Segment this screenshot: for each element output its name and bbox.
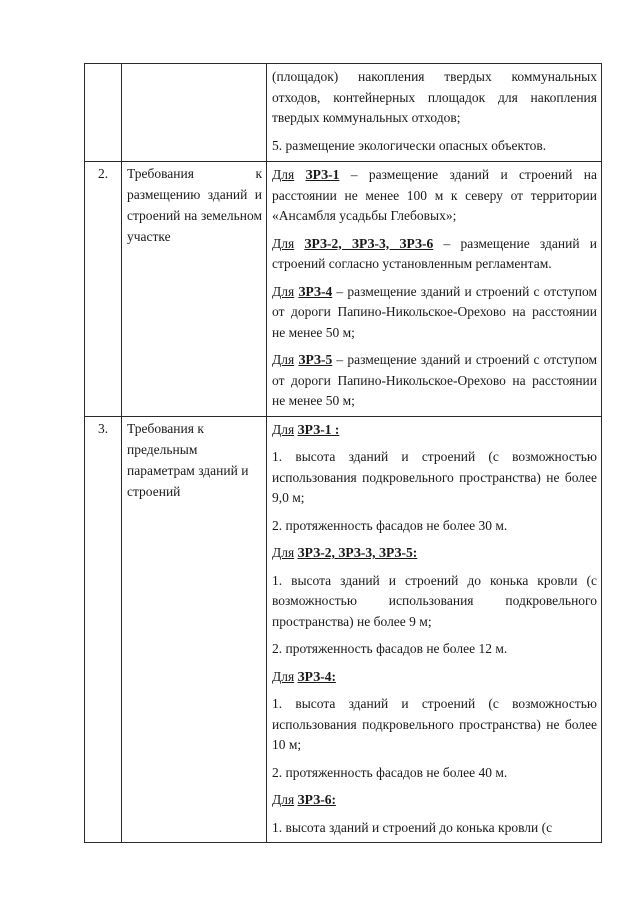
row-number [85, 64, 122, 162]
zone-heading [272, 790, 597, 811]
list-item: 1. высота зданий и строений до конька кровли (с [272, 819, 553, 835]
zone-code: ЗРЗ-5 [298, 352, 333, 367]
zone-prefix: Для [272, 235, 295, 251]
zone-code: ЗРЗ-4 [298, 283, 333, 299]
zone-heading [272, 667, 597, 688]
requirement-cell: Требования к предельным параметрам зданий и строений [122, 416, 267, 843]
zone-text: – размещение зданий и строений с отступом от дороги Папино-Никольское-Орехово на расстоянии не менее 50 м; [272, 283, 597, 340]
row-number: 2. [85, 162, 122, 417]
zone-paragraph [272, 282, 597, 344]
zone-paragraph [272, 234, 597, 275]
zone-code: ЗРЗ-2, ЗРЗ-3, ЗРЗ-5: [297, 545, 418, 560]
zone-code: ЗРЗ-4: [297, 668, 336, 684]
zone-prefix: Для [272, 421, 295, 437]
content-cell [267, 416, 602, 843]
zone-code: ЗРЗ-2, ЗРЗ-3, ЗРЗ-6 [304, 235, 434, 251]
requirements-table [84, 63, 602, 843]
zone-paragraph [272, 350, 597, 412]
zone-text: – размещение зданий и строений на расстоянии не менее 100 м к северу от территории «Ансамбля усадьбы Глебовых»; [272, 167, 598, 223]
zone-prefix: Для [272, 668, 295, 684]
list-item: 2. протяженность фасадов не более 30 м. [272, 517, 508, 533]
list-item: 1. высота зданий и строений (с возможностью использования подкровельного пространства) не более 10 м; [272, 696, 597, 752]
list-item: (площадок) накопления твердых коммунальных отходов, контейнерных площадок для накопления твердых коммунальных отходов; [272, 69, 597, 125]
list-item: 2. протяженность фасадов не более 12 м. [272, 641, 508, 656]
list-item: 2. протяженность фасадов не более 40 м. [272, 764, 508, 780]
zone-prefix: Для [272, 545, 295, 560]
zone-paragraph [272, 165, 597, 227]
zone-code: ЗРЗ-1 : [297, 421, 340, 437]
zone-code: ЗРЗ-6: [297, 792, 336, 807]
zone-heading [272, 420, 597, 441]
list-item: 1. высота зданий и строений до конька кровли (с возможностью использования подкровельного пространства) не более 9 м; [272, 572, 597, 629]
zone-text: – размещение зданий и строений с отступом от дороги Папино-Никольское-Орехово на расстоянии не менее 50 м; [272, 352, 597, 408]
zone-prefix: Для [272, 283, 295, 299]
zone-heading [272, 543, 597, 564]
list-item: 5. размещение экологически опасных объектов. [272, 137, 547, 153]
zone-prefix: Для [272, 352, 295, 367]
zone-prefix: Для [272, 167, 295, 182]
zone-text: – размещение зданий и строений согласно установленным регламентам. [272, 235, 597, 271]
zone-prefix: Для [272, 792, 295, 807]
table-row [85, 162, 602, 417]
requirement-cell: Требования к размещению зданий и строений на земельном участке [122, 162, 267, 417]
table-row [85, 64, 602, 162]
row-number: 3. [85, 416, 122, 843]
zone-code: ЗРЗ-1 [305, 167, 340, 182]
requirement-cell [122, 64, 267, 162]
content-cell [267, 162, 602, 417]
table-row [85, 416, 602, 843]
content-cell [267, 64, 602, 162]
list-item: 1. высота зданий и строений (с возможностью использования подкровельного пространства) не более 9,0 м; [272, 449, 597, 505]
